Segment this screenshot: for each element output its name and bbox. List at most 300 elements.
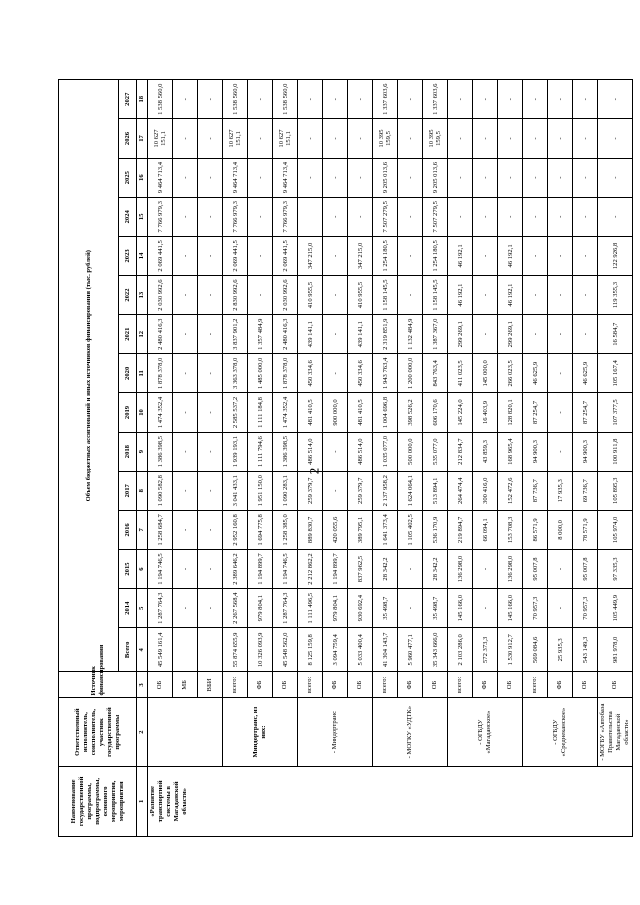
header-column-number: 1 xyxy=(137,766,148,836)
value-cell: - xyxy=(498,80,523,119)
source-cell: всего: xyxy=(298,672,323,698)
value-cell: 153 708,3 xyxy=(498,510,523,549)
value-cell: 212 834,7 xyxy=(448,432,473,471)
value-cell: 5 033 400,4 xyxy=(348,628,373,672)
value-cell: - xyxy=(348,80,373,119)
value-cell: - xyxy=(548,275,573,314)
responsible-cell: - Миндортранс xyxy=(298,698,373,766)
value-cell: - xyxy=(198,315,223,354)
value-cell: 1 530 912,7 xyxy=(498,628,523,672)
responsible-cell: - ОГБДУ «Среднеканское» xyxy=(523,698,598,766)
header-column-number: 2 xyxy=(137,698,148,766)
value-cell: - xyxy=(523,315,548,354)
source-cell: ОБ xyxy=(423,672,448,698)
value-cell: 8 000,0 xyxy=(548,510,573,549)
value-cell: 300 416,0 xyxy=(473,471,498,510)
value-cell: - xyxy=(523,80,548,119)
header-year: Всего xyxy=(119,628,137,672)
value-cell: 1 194 899,7 xyxy=(323,549,348,588)
responsible-cell xyxy=(148,698,223,766)
value-cell: 46 192,1 xyxy=(448,236,473,275)
value-cell: - xyxy=(448,158,473,197)
value-cell: - xyxy=(548,197,573,236)
value-cell: 2 319 851,9 xyxy=(373,315,398,354)
value-cell: - xyxy=(398,236,423,275)
value-cell: - xyxy=(473,80,498,119)
value-cell: - xyxy=(173,197,198,236)
header-column-number: 9 xyxy=(137,432,148,471)
header-responsible: Ответственный исполнитель, соисполнитель, участник государственной программы xyxy=(59,698,137,766)
value-cell: 10 627 151,1 xyxy=(223,119,248,158)
value-cell: 7 766 979,3 xyxy=(223,197,248,236)
value-cell: - xyxy=(598,119,633,158)
value-cell: 87 254,7 xyxy=(523,393,548,432)
value-cell: 28 342,2 xyxy=(373,549,398,588)
source-cell: ОБ xyxy=(348,672,373,698)
value-cell: 7 507 279,5 xyxy=(423,197,448,236)
value-cell: - xyxy=(198,354,223,393)
value-cell: 2 069 441,5 xyxy=(273,236,298,275)
value-cell: 299 269,1 xyxy=(498,315,523,354)
source-cell: всего: xyxy=(448,672,473,698)
table-row xyxy=(448,80,473,837)
value-cell: 9 464 713,4 xyxy=(273,158,298,197)
value-cell: - xyxy=(348,119,373,158)
value-cell: - xyxy=(473,236,498,275)
value-cell: - xyxy=(398,119,423,158)
value-cell: - xyxy=(298,119,323,158)
value-cell: 930 692,4 xyxy=(348,589,373,628)
value-cell: 2 137 958,2 xyxy=(373,471,398,510)
value-cell: 10 627 151,1 xyxy=(273,119,298,158)
value-cell: 45 549 161,4 xyxy=(148,628,173,672)
value-cell: 9 205 013,6 xyxy=(423,158,448,197)
value-cell: 46 625,9 xyxy=(523,354,548,393)
value-cell: 3 094 759,4 xyxy=(323,628,348,672)
header-year: 2016 xyxy=(119,510,137,549)
value-cell: 2 480 416,3 xyxy=(148,315,173,354)
value-cell: 1 337 603,6 xyxy=(423,80,448,119)
value-cell: - xyxy=(548,80,573,119)
source-cell: ФБ xyxy=(548,672,573,698)
value-cell: 1 158 145,5 xyxy=(423,275,448,314)
value-cell: - xyxy=(323,315,348,354)
value-cell: 264 474,4 xyxy=(448,471,473,510)
value-cell: 55 874 655,9 xyxy=(223,628,248,672)
value-cell: 1 111 496,5 xyxy=(298,589,323,628)
source-cell: МБ xyxy=(173,672,198,698)
value-cell: 3 837 901,2 xyxy=(223,315,248,354)
value-cell: 486 514,0 xyxy=(298,432,323,471)
value-cell: 398 526,2 xyxy=(398,393,423,432)
value-cell: - xyxy=(323,432,348,471)
value-cell: - xyxy=(198,119,223,158)
value-cell: - xyxy=(498,119,523,158)
value-cell: 17 935,3 xyxy=(548,471,573,510)
value-cell: 481 410,5 xyxy=(348,393,373,432)
value-cell: - xyxy=(173,393,198,432)
value-cell: - xyxy=(498,158,523,197)
value-cell: 889 830,7 xyxy=(298,510,323,549)
table-row xyxy=(598,80,633,837)
value-cell: - xyxy=(523,236,548,275)
value-cell xyxy=(173,628,198,672)
value-cell: 35 498,7 xyxy=(373,589,398,628)
value-cell: 119 355,3 xyxy=(598,275,633,314)
value-cell: - xyxy=(173,471,198,510)
header-column-number: 13 xyxy=(137,275,148,314)
responsible-cell: - ОГБДУ «Магаданское» xyxy=(448,698,523,766)
header-year: 2014 xyxy=(119,589,137,628)
value-cell: - xyxy=(173,510,198,549)
value-cell: 1 538 560,0 xyxy=(148,80,173,119)
value-cell: 843 763,4 xyxy=(423,354,448,393)
header-column-number: 7 xyxy=(137,510,148,549)
header-year: 2019 xyxy=(119,393,137,432)
value-cell: 1 939 193,1 xyxy=(223,432,248,471)
value-cell xyxy=(198,628,223,672)
header-year: 2023 xyxy=(119,236,137,275)
value-cell: 410 955,5 xyxy=(298,275,323,314)
value-cell: - xyxy=(198,197,223,236)
source-cell: ОБ xyxy=(148,672,173,698)
value-cell: 606 170,6 xyxy=(423,393,448,432)
table-row xyxy=(223,80,248,837)
header-year: 2026 xyxy=(119,119,137,158)
value-cell: 1 694 775,8 xyxy=(248,510,273,549)
value-cell: 2 212 862,2 xyxy=(298,549,323,588)
value-cell: - xyxy=(573,275,598,314)
value-cell: - xyxy=(198,80,223,119)
value-cell: 1 474 352,4 xyxy=(273,393,298,432)
value-cell: 1 387 367,0 xyxy=(423,315,448,354)
value-cell: - xyxy=(548,315,573,354)
value-cell: 1 485 000,0 xyxy=(248,354,273,393)
value-cell: 1 194 746,5 xyxy=(148,549,173,588)
value-cell: - xyxy=(473,119,498,158)
value-cell: - xyxy=(573,315,598,354)
value-cell: 389 795,1 xyxy=(348,510,373,549)
value-cell: 2 030 992,6 xyxy=(148,275,173,314)
value-cell: - xyxy=(523,275,548,314)
value-cell: 1 105 402,5 xyxy=(398,510,423,549)
value-cell: - xyxy=(573,197,598,236)
value-cell: 78 571,9 xyxy=(573,510,598,549)
value-cell: 107 377,5 xyxy=(598,393,633,432)
value-cell: 1 132 484,9 xyxy=(398,315,423,354)
value-cell: 41 304 143,7 xyxy=(373,628,398,672)
header-year: 2024 xyxy=(119,197,137,236)
value-cell: 259 379,7 xyxy=(298,471,323,510)
program-name-cell: «Развитие транспортной системы в Магаданской области» xyxy=(148,766,633,836)
value-cell: - xyxy=(248,236,273,275)
value-cell: - xyxy=(448,197,473,236)
value-cell: - xyxy=(173,354,198,393)
value-cell: 7 507 279,5 xyxy=(373,197,398,236)
source-cell: ОБ xyxy=(598,672,633,698)
page-number: 2 xyxy=(306,467,322,475)
value-cell: - xyxy=(398,549,423,588)
header-year: 2025 xyxy=(119,158,137,197)
header-column-number: 15 xyxy=(137,197,148,236)
value-cell: 94 900,3 xyxy=(573,432,598,471)
value-cell: - xyxy=(173,80,198,119)
value-cell: 2 267 568,4 xyxy=(223,589,248,628)
funding-table-body xyxy=(148,80,633,837)
value-cell: 145 224,0 xyxy=(448,393,473,432)
value-cell: 1 158 145,5 xyxy=(373,275,398,314)
value-cell: 1 035 077,0 xyxy=(373,432,398,471)
value-cell: 105 167,4 xyxy=(598,354,633,393)
value-cell: 837 962,5 xyxy=(348,549,373,588)
value-cell: 450 334,6 xyxy=(348,354,373,393)
header-source: Источник финансирования xyxy=(59,672,137,698)
source-cell: ОБ xyxy=(273,672,298,698)
value-cell: 1 538 560,0 xyxy=(273,80,298,119)
value-cell: 420 055,6 xyxy=(323,510,348,549)
header-year: 2021 xyxy=(119,315,137,354)
value-cell: 2 389 646,2 xyxy=(223,549,248,588)
value-cell: - xyxy=(173,236,198,275)
value-cell: - xyxy=(248,197,273,236)
value-cell: 46 192,1 xyxy=(498,236,523,275)
value-cell: - xyxy=(573,158,598,197)
value-cell: - xyxy=(173,275,198,314)
value-cell: - xyxy=(548,236,573,275)
value-cell: 97 335,3 xyxy=(598,549,633,588)
table-row xyxy=(373,80,398,837)
source-cell: ОБ xyxy=(573,672,598,698)
value-cell: - xyxy=(348,197,373,236)
value-cell: - xyxy=(548,393,573,432)
value-cell: - xyxy=(473,158,498,197)
value-cell: - xyxy=(573,236,598,275)
value-cell: 1 474 352,4 xyxy=(148,393,173,432)
value-cell: 572 373,3 xyxy=(473,628,498,672)
value-cell: 16 584,7 xyxy=(598,315,633,354)
value-cell: 1 194 746,5 xyxy=(273,549,298,588)
value-cell: - xyxy=(448,119,473,158)
value-cell: 259 379,7 xyxy=(348,471,373,510)
header-column-number: 3 xyxy=(137,672,148,698)
value-cell: - xyxy=(173,158,198,197)
value-cell: 105 449,9 xyxy=(598,589,633,628)
value-cell: 46 192,1 xyxy=(498,275,523,314)
value-cell: 10 326 093,9 xyxy=(248,628,273,672)
value-cell: 9 464 713,4 xyxy=(148,158,173,197)
value-cell: - xyxy=(173,432,198,471)
value-cell: - xyxy=(198,432,223,471)
value-cell: 105 974,0 xyxy=(598,510,633,549)
value-cell: - xyxy=(548,158,573,197)
value-cell: 1 004 696,8 xyxy=(373,393,398,432)
value-cell: 219 894,7 xyxy=(448,510,473,549)
value-cell: - xyxy=(598,80,633,119)
header-column-number: 14 xyxy=(137,236,148,275)
value-cell: 439 141,1 xyxy=(298,315,323,354)
value-cell: 900 000,0 xyxy=(323,393,348,432)
value-cell: 535 077,0 xyxy=(423,432,448,471)
value-cell: - xyxy=(448,80,473,119)
header-year: 2022 xyxy=(119,275,137,314)
value-cell: - xyxy=(473,275,498,314)
value-cell: - xyxy=(523,197,548,236)
value-cell: - xyxy=(173,119,198,158)
value-cell: 1 878 378,0 xyxy=(273,354,298,393)
value-cell: - xyxy=(548,549,573,588)
value-cell: 1 943 763,4 xyxy=(373,354,398,393)
value-cell: 979 804,1 xyxy=(323,589,348,628)
value-cell: 2 952 160,8 xyxy=(223,510,248,549)
header-year: 2018 xyxy=(119,432,137,471)
value-cell: - xyxy=(198,158,223,197)
value-cell: - xyxy=(323,80,348,119)
value-cell: - xyxy=(548,432,573,471)
value-cell: - xyxy=(598,158,633,197)
value-cell: 1 878 378,0 xyxy=(148,354,173,393)
value-cell: 1 111 794,6 xyxy=(248,432,273,471)
value-cell: 95 007,8 xyxy=(573,549,598,588)
value-cell: 1 538 560,0 xyxy=(223,80,248,119)
value-cell: - xyxy=(248,275,273,314)
source-cell: всего: xyxy=(523,672,548,698)
value-cell: 70 957,3 xyxy=(523,589,548,628)
value-cell: - xyxy=(548,589,573,628)
value-cell: - xyxy=(198,589,223,628)
header-column-number: 11 xyxy=(137,354,148,393)
value-cell: 981 978,0 xyxy=(598,628,633,672)
value-cell: 128 820,1 xyxy=(498,393,523,432)
value-cell: - xyxy=(323,471,348,510)
value-cell: 1 200 000,0 xyxy=(398,354,423,393)
source-cell: ОБ xyxy=(498,672,523,698)
header-numbers-row xyxy=(137,80,148,837)
value-cell: - xyxy=(398,80,423,119)
header-year: 2015 xyxy=(119,549,137,588)
value-cell: - xyxy=(523,158,548,197)
value-cell: - xyxy=(173,549,198,588)
value-cell: 145 166,0 xyxy=(498,589,523,628)
value-cell: 2 030 992,6 xyxy=(273,275,298,314)
value-cell: 500 000,0 xyxy=(398,432,423,471)
value-cell: - xyxy=(398,158,423,197)
header-column-number: 6 xyxy=(137,549,148,588)
value-cell: 450 334,6 xyxy=(298,354,323,393)
value-cell: 347 215,0 xyxy=(298,236,323,275)
funding-table xyxy=(58,79,633,837)
value-cell: 1 641 373,4 xyxy=(373,510,398,549)
value-cell: 2 830 992,6 xyxy=(223,275,248,314)
value-cell: 43 859,3 xyxy=(473,432,498,471)
value-cell: - xyxy=(198,236,223,275)
responsible-cell: Миндортранс, из них: xyxy=(223,698,298,766)
value-cell: 7 766 979,3 xyxy=(273,197,298,236)
value-cell: 136 298,0 xyxy=(498,549,523,588)
source-cell: ВБИ xyxy=(198,672,223,698)
value-cell: 10 395 159,5 xyxy=(423,119,448,158)
source-cell: ФБ xyxy=(473,672,498,698)
value-cell: 9 205 013,6 xyxy=(373,158,398,197)
value-cell: - xyxy=(398,275,423,314)
value-cell: - xyxy=(548,119,573,158)
header-column-number: 16 xyxy=(137,158,148,197)
value-cell: - xyxy=(498,197,523,236)
value-cell: 105 895,3 xyxy=(598,471,633,510)
value-cell: 35 343 666,0 xyxy=(423,628,448,672)
header-funding: Объем бюджетных ассигнований и иных источников финансирования (тыс. рублей) xyxy=(59,80,119,672)
value-cell: 439 141,1 xyxy=(348,315,373,354)
table-row xyxy=(298,80,323,837)
value-cell: 2 069 441,5 xyxy=(148,236,173,275)
value-cell: 3 363 378,0 xyxy=(223,354,248,393)
value-cell: 122 926,8 xyxy=(598,236,633,275)
value-cell: 70 957,3 xyxy=(573,589,598,628)
funding-table-sheet xyxy=(58,79,630,837)
value-cell: 2 480 416,3 xyxy=(273,315,298,354)
value-cell: 9 464 713,4 xyxy=(223,158,248,197)
value-cell: 1 287 764,3 xyxy=(273,589,298,628)
value-cell: 35 498,7 xyxy=(423,589,448,628)
value-cell: - xyxy=(323,275,348,314)
value-cell: 266 023,5 xyxy=(498,354,523,393)
value-cell: 1 111 184,8 xyxy=(248,393,273,432)
value-cell: 513 894,1 xyxy=(423,471,448,510)
value-cell: - xyxy=(473,197,498,236)
value-cell: 1 258 684,7 xyxy=(148,510,173,549)
value-cell: 69 736,7 xyxy=(573,471,598,510)
value-cell: - xyxy=(323,119,348,158)
value-cell: 410 955,5 xyxy=(348,275,373,314)
value-cell: 1 337 603,6 xyxy=(373,80,398,119)
value-cell: 3 041 433,1 xyxy=(223,471,248,510)
value-cell: - xyxy=(198,549,223,588)
header-column-number: 4 xyxy=(137,628,148,672)
value-cell: - xyxy=(198,471,223,510)
value-cell: 1 194 899,7 xyxy=(248,549,273,588)
value-cell: 1 386 398,5 xyxy=(148,432,173,471)
value-cell: 2 069 441,5 xyxy=(223,236,248,275)
value-cell: 486 514,0 xyxy=(348,432,373,471)
value-cell: - xyxy=(248,158,273,197)
value-cell: 46 192,1 xyxy=(448,275,473,314)
value-cell: 145 000,0 xyxy=(473,354,498,393)
value-cell: 10 627 151,1 xyxy=(148,119,173,158)
value-cell: - xyxy=(398,197,423,236)
value-cell: - xyxy=(298,158,323,197)
value-cell: 66 094,1 xyxy=(473,510,498,549)
value-cell: - xyxy=(573,119,598,158)
value-cell: 347 215,0 xyxy=(348,236,373,275)
value-cell: 86 571,9 xyxy=(523,510,548,549)
header-column-number: 5 xyxy=(137,589,148,628)
responsible-cell: - МОГБУ «Автобаза Правительства Магаданской области» xyxy=(598,698,633,766)
value-cell: 28 342,2 xyxy=(423,549,448,588)
value-cell: - xyxy=(573,80,598,119)
source-cell: всего: xyxy=(373,672,398,698)
value-cell: 1 254 180,5 xyxy=(423,236,448,275)
value-cell: 1 357 484,9 xyxy=(248,315,273,354)
value-cell: 25 935,3 xyxy=(548,628,573,672)
source-cell: ФБ xyxy=(398,672,423,698)
value-cell: - xyxy=(298,80,323,119)
header-column-number: 12 xyxy=(137,315,148,354)
value-cell: 1 258 385,0 xyxy=(273,510,298,549)
value-cell: - xyxy=(323,354,348,393)
value-cell: - xyxy=(348,158,373,197)
value-cell: - xyxy=(548,354,573,393)
value-cell: 481 410,5 xyxy=(298,393,323,432)
value-cell: - xyxy=(323,158,348,197)
